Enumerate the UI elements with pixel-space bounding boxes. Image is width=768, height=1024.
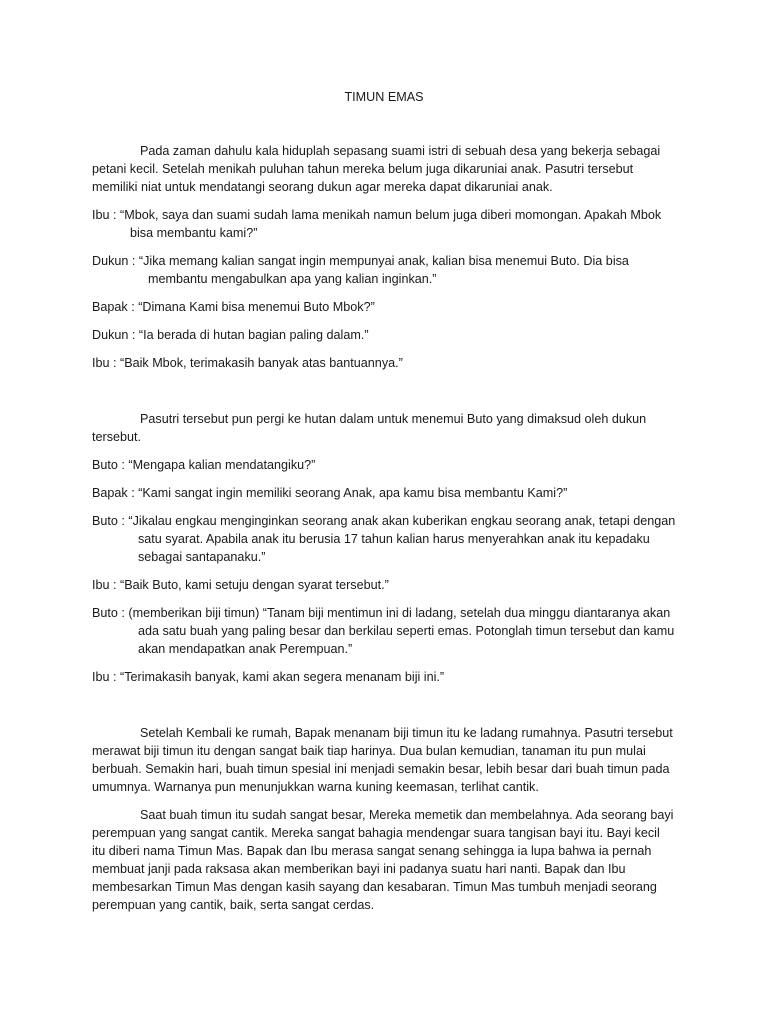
- dialogue-dukun-1: Dukun : “Jika memang kalian sangat ingin mempunyai anak, kalian bisa menemui Buto. Dia bisa membantu mengabulkan apa yang kalian inginkan.”: [92, 254, 629, 286]
- paragraph-1: Pada zaman dahulu kala hiduplah sepasang suami istri di sebuah desa yang bekerja sebagai petani kecil. Setelah menikah puluhan tahun mereka belum juga dikaruniai anak. Pasutri tersebut memiliki niat untuk mendatangi seorang dukun agar mereka dapat dikaruniai anak.: [92, 144, 661, 194]
- paragraph-3: Setelah Kembali ke rumah, Bapak menanam biji timun itu ke ladang rumahnya. Pasutri tersebut merawat biji timun itu dengan sangat baik tiap harinya. Dua bulan kemudian, tanaman itu pun mulai berbuah. Semakin hari, buah timun spesial ini menjadi semakin besar, lebih besar dari buah timun pada umumnya. Warnanya pun menunjukkan warna kuning keemasan, terlihat cantik.: [92, 726, 673, 794]
- document-title: TIMUN EMAS: [344, 90, 424, 104]
- dialogue-buto-2: Buto : “Jikalau engkau menginginkan seorang anak akan kuberikan engkau seorang anak, tetapi dengan satu syarat. Apabila anak itu berusia 17 tahun kalian harus menyerahkan anak itu kepadaku sebagai santapanaku.”: [92, 514, 676, 564]
- dialogue-ibu-2: Ibu : “Baik Mbok, terimakasih banyak atas bantuannya.”: [92, 356, 403, 370]
- dialogue-dukun-2: Dukun : “Ia berada di hutan bagian paling dalam.”: [92, 328, 369, 342]
- section-gap: [92, 382, 676, 410]
- section-gap: [92, 696, 676, 724]
- dialogue-ibu-4: Ibu : “Terimakasih banyak, kami akan segera menanam biji ini.”: [92, 670, 445, 684]
- dialogue-buto-3: Buto : (memberikan biji timun) “Tanam biji mentimun ini di ladang, setelah dua minggu diantaranya akan ada satu buah yang paling besar dan berkilau seperti emas. Potonglah timun tersebut dan kamu akan mendapatkan anak Perempuan.”: [92, 606, 675, 656]
- dialogue-bapak-2: Bapak : “Kami sangat ingin memiliki seorang Anak, apa kamu bisa membantu Kami?”: [92, 486, 568, 500]
- dialogue-ibu-3: Ibu : “Baik Buto, kami setuju dengan syarat tersebut.”: [92, 578, 389, 592]
- dialogue-ibu-1: Ibu : “Mbok, saya dan suami sudah lama menikah namun belum juga diberi momongan. Apakah Mbok bisa membantu kami?”: [92, 208, 662, 240]
- dialogue-bapak-1: Bapak : “Dimana Kami bisa menemui Buto Mbok?”: [92, 300, 375, 314]
- paragraph-4: Saat buah timun itu sudah sangat besar, Mereka memetik dan membelahnya. Ada seorang bayi perempuan yang sangat cantik. Mereka sangat bahagia mendengar suara tangisan bayi itu. Bayi kecil itu diberi nama Timun Mas. Bapak dan Ibu merasa sangat senang sehingga ia lupa bahwa ia pernah membuat janji pada raksasa akan memberikan bayi ini padanya suatu hari nanti. Bapak dan Ibu membesarkan Timun Mas dengan kasih sayang dan kesabaran. Timun Mas tumbuh menjadi seorang perempuan yang cantik, baik, serta sangat cerdas.: [92, 808, 674, 912]
- paragraph-2: Pasutri tersebut pun pergi ke hutan dalam untuk menemui Buto yang dimaksud oleh dukun tersebut.: [92, 412, 647, 444]
- dialogue-buto-1: Buto : “Mengapa kalian mendatangiku?”: [92, 458, 316, 472]
